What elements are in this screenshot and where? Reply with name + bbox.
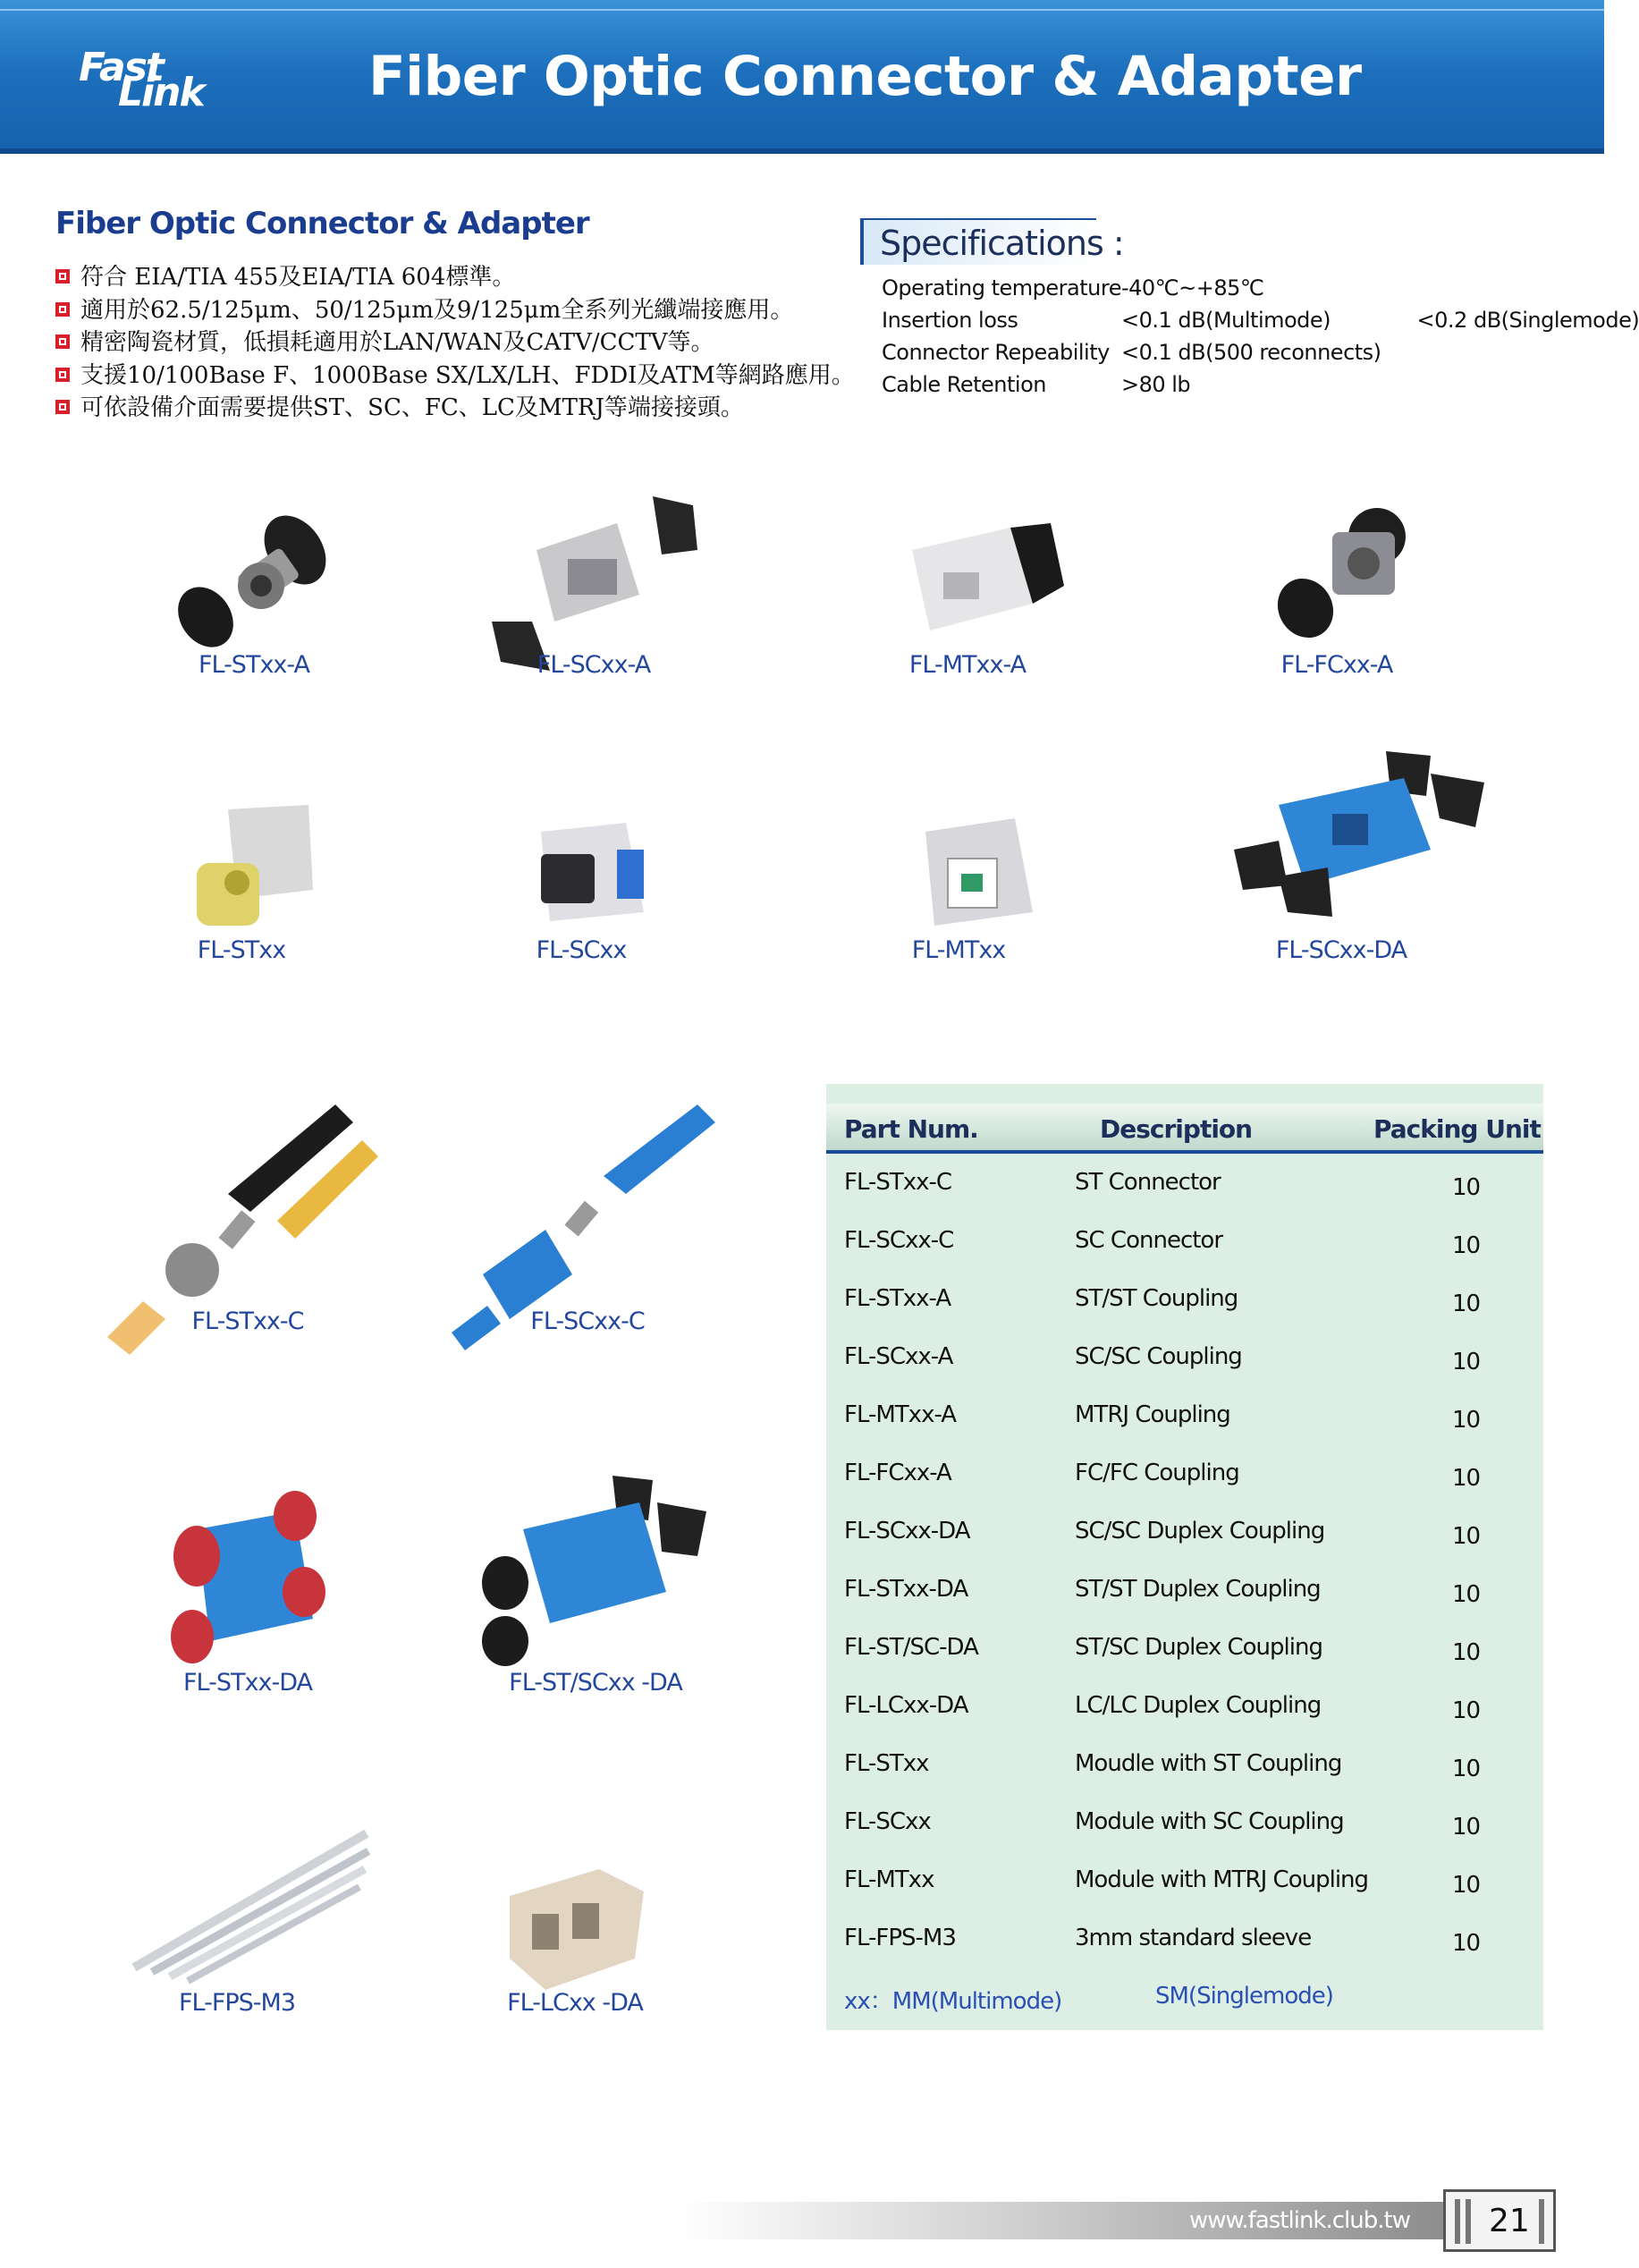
spec-value: <0.1 dB(500 reconnects) <box>1120 340 1381 365</box>
header-description: Description <box>1100 1114 1253 1144</box>
table-row: FL-SCxx-DA SC/SC Duplex Coupling 10 <box>844 1518 1481 1550</box>
feature-list <box>55 261 855 425</box>
product-label: FL-MTxx <box>911 936 1006 964</box>
product-label: FL-STxx-DA <box>183 1669 312 1697</box>
feature-item: 適用於62.5/125μm、50/125μm及9/125μm全系列光纖端接應用。 <box>55 294 855 327</box>
feature-item: 精密陶瓷材質，低損耗適用於LAN/WAN及CATV/CCTV等。 <box>55 326 855 360</box>
product-label: FL-STxx-A <box>198 651 310 679</box>
spec-value-2 <box>1381 272 1639 304</box>
parts-table-header <box>826 1104 1543 1154</box>
note-singlemode: SM(Singlemode) <box>1155 1983 1333 2010</box>
st-adapter-icon <box>161 496 367 657</box>
red-square-bullet-icon <box>55 400 70 414</box>
table-row: FL-SCxx Module with SC Coupling 10 <box>844 1808 1481 1841</box>
spec-row <box>882 368 1639 401</box>
st-sc-duplex-adapter-icon <box>469 1467 720 1672</box>
spec-row <box>882 336 1639 368</box>
spec-value: -40℃~+85℃ <box>1120 275 1264 300</box>
table-row: FL-MTxx Module with MTRJ Coupling 10 <box>844 1866 1481 1899</box>
product-label: FL-MTxx-A <box>908 651 1026 679</box>
spec-name: Cable Retention <box>882 372 1046 397</box>
logo-line-2: Link <box>118 70 204 115</box>
table-row: FL-STxx-C ST Connector 10 <box>844 1169 1481 1201</box>
product-label: FL-SCxx-DA <box>1275 936 1407 964</box>
red-square-bullet-icon <box>55 302 70 317</box>
sc-adapter-icon <box>483 487 706 675</box>
section-title: Fiber Optic Connector & Adapter <box>55 206 589 241</box>
spec-name: Insertion loss <box>882 308 1018 333</box>
red-square-bullet-icon <box>55 334 70 349</box>
product-label: FL-ST/SCxx -DA <box>509 1669 682 1697</box>
product-label: FL-STxx <box>197 936 286 964</box>
note-multimode: xx：MM(Multimode) <box>844 1988 1062 2015</box>
spec-value-2: <0.2 dB(Singlemode) <box>1416 308 1639 333</box>
fastlink-logo <box>79 45 222 116</box>
spec-name: Connector Repeability <box>882 340 1110 365</box>
spec-row <box>882 272 1639 304</box>
red-square-bullet-icon <box>55 269 70 284</box>
product-label: FL-FCxx-A <box>1280 651 1393 679</box>
page-stripe <box>1455 2199 1460 2244</box>
feature-item: 支援10/100Base F、1000Base SX/LX/LH、FDDI及ATM等網路應用。 <box>55 360 855 393</box>
page-number-box <box>1443 2189 1556 2252</box>
spec-value-2 <box>1381 336 1639 368</box>
mtrj-adapter-icon <box>903 510 1073 644</box>
product-label: FL-FPS-M3 <box>178 1989 296 2017</box>
feature-item: 可依設備介面需要提供ST、SC、FC、LC及MTRJ等端接接頭。 <box>55 392 855 425</box>
red-square-bullet-icon <box>55 368 70 382</box>
specifications-table <box>882 272 1639 401</box>
spec-value-2 <box>1381 368 1639 401</box>
sc-module-icon <box>528 814 662 930</box>
sc-duplex-adapter-icon <box>1225 742 1484 921</box>
page-header <box>0 0 1604 154</box>
table-row: FL-FPS-M3 3mm standard sleeve 10 <box>844 1925 1481 1957</box>
product-label: FL-LCxx -DA <box>507 1989 643 2017</box>
spec-value: <0.1 dB(Multimode) <box>1120 308 1331 333</box>
spec-name: Operating temperature <box>882 275 1121 300</box>
table-row: FL-SCxx-A SC/SC Coupling 10 <box>844 1343 1481 1375</box>
lc-duplex-adapter-icon <box>501 1851 662 1994</box>
feature-item: 符合 EIA/TIA 455及EIA/TIA 604標準。 <box>55 261 855 294</box>
table-row: FL-MTxx-A MTRJ Coupling 10 <box>844 1401 1481 1434</box>
specifications-title: Specifications : <box>860 218 1096 265</box>
st-duplex-adapter-icon <box>161 1494 340 1672</box>
fc-adapter-icon <box>1270 501 1431 653</box>
product-label: FL-STxx-C <box>191 1307 304 1335</box>
parts-table <box>826 1084 1543 2030</box>
st-module-icon <box>183 800 326 935</box>
mtrj-module-icon <box>917 809 1051 935</box>
table-row: FL-STxx-DA ST/ST Duplex Coupling 10 <box>844 1576 1481 1608</box>
table-row: FL-SCxx-C SC Connector 10 <box>844 1227 1481 1259</box>
footer-url: www.fastlink.club.tw <box>1189 2207 1410 2234</box>
sleeve-icon <box>125 1815 376 1985</box>
header-packing-unit: Packing Unit <box>1373 1114 1541 1144</box>
page-number: 21 <box>1489 2203 1530 2239</box>
product-label: FL-SCxx-A <box>536 651 651 679</box>
table-row: FL-LCxx-DA LC/LC Duplex Coupling 10 <box>844 1692 1481 1724</box>
product-label: FL-SCxx-C <box>530 1307 645 1335</box>
page-stripe <box>1539 2199 1544 2244</box>
header-part-num: Part Num. <box>844 1114 978 1144</box>
table-row: FL-FCxx-A FC/FC Coupling 10 <box>844 1460 1481 1492</box>
page-title: Fiber Optic Connector & Adapter <box>368 45 1362 108</box>
table-row: FL-STxx-A ST/ST Coupling 10 <box>844 1285 1481 1317</box>
product-label: FL-SCxx <box>536 936 627 964</box>
spec-value: >80 lb <box>1120 372 1191 397</box>
logo-line-1: Fast <box>79 45 163 90</box>
page-stripe <box>1466 2199 1471 2244</box>
table-row: FL-ST/SC-DA ST/SC Duplex Coupling 10 <box>844 1634 1481 1666</box>
table-row: FL-STxx Moudle with ST Coupling 10 <box>844 1750 1481 1782</box>
spec-row <box>882 304 1639 336</box>
